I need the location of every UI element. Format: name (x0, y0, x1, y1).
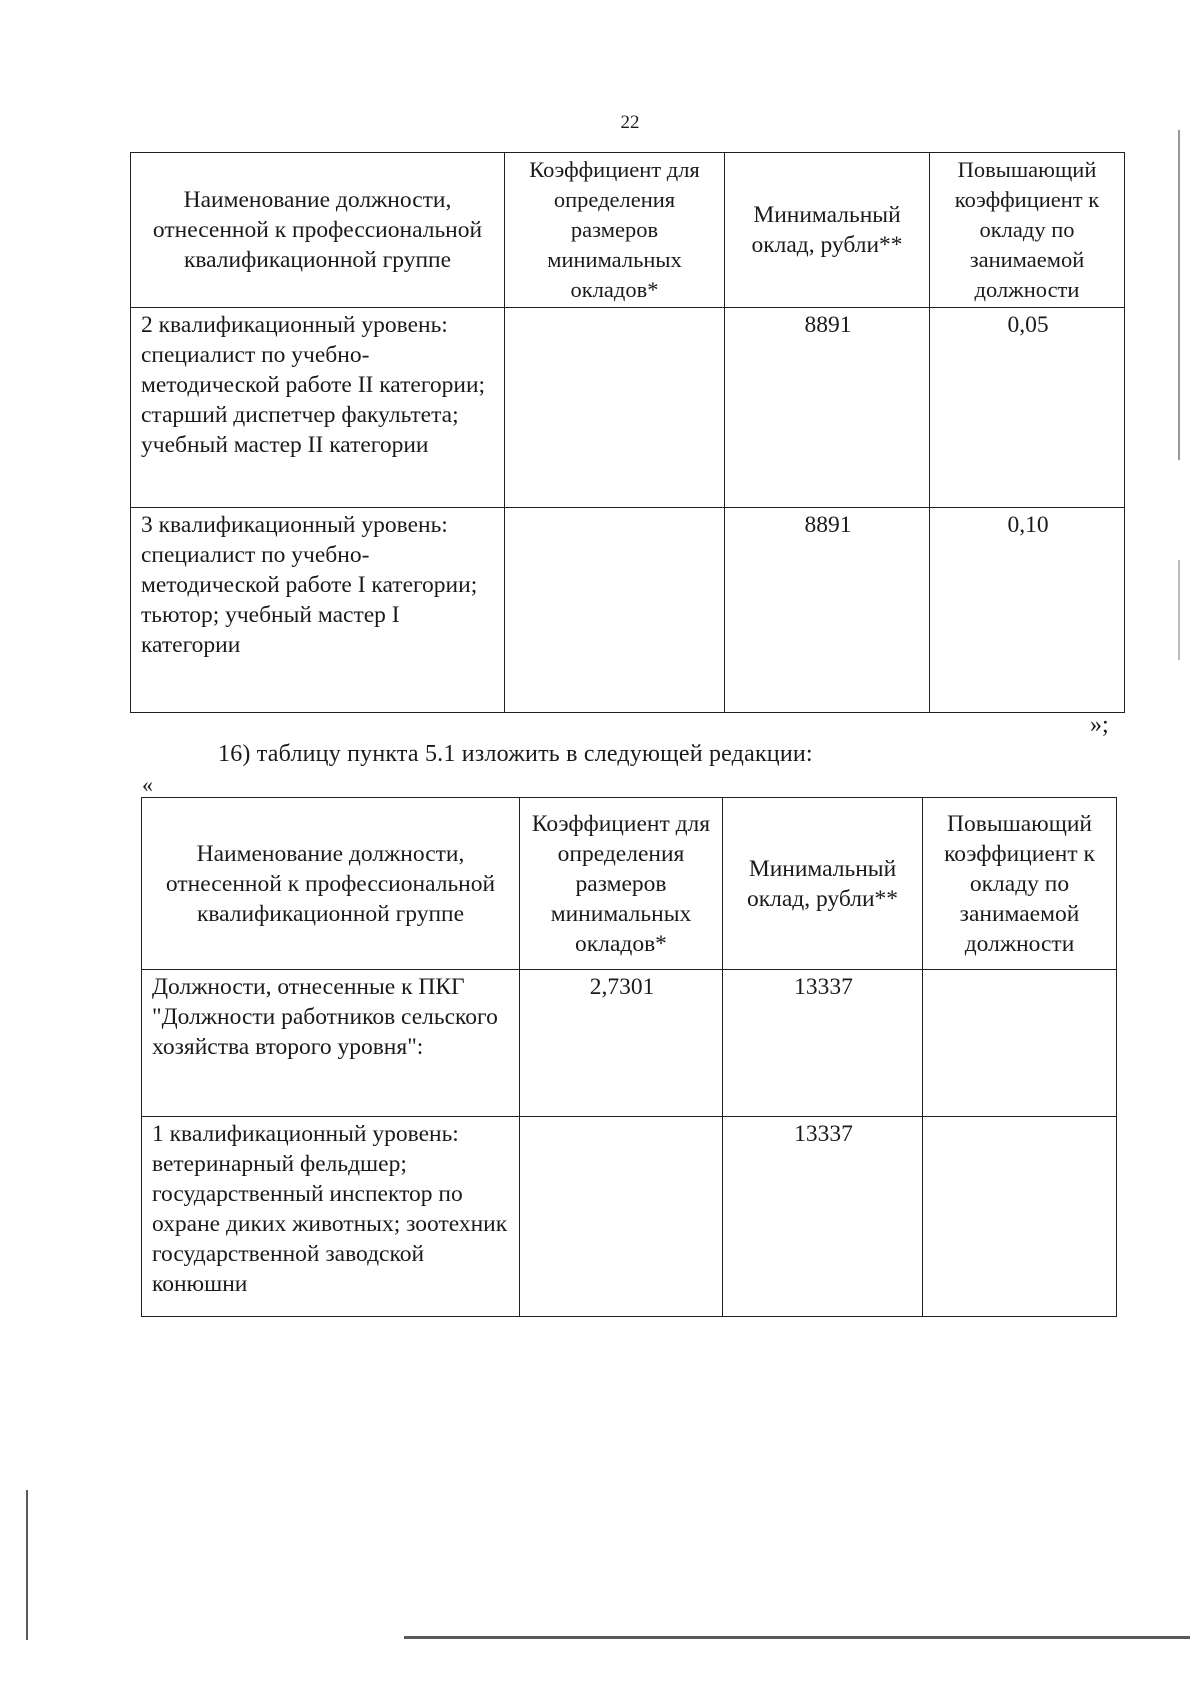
table-row (142, 970, 1117, 1117)
row-coefficient: 2,7301 (520, 970, 723, 1117)
instruction-text: 16) таблицу пункта 5.1 изложить в следующей редакции: (218, 741, 813, 767)
row-min-salary: 13337 (723, 1117, 923, 1317)
table-header-row (131, 153, 1125, 308)
header-min-salary: Минимальный оклад, рубли** (725, 153, 930, 308)
row-name: Должности, отнесенные к ПКГ "Должности работников сельского хозяйства второго уровня": (142, 970, 520, 1117)
opening-quote: « (142, 772, 153, 797)
row-name: 1 квалификационный уровень: ветеринарный фельдшер; государственный инспектор по охране диких животных; зоотехник государственной заводской конюшни (142, 1117, 520, 1317)
scan-edge-bottom (404, 1636, 1190, 1639)
table-header-row (142, 798, 1117, 970)
header-name: Наименование должности, отнесенной к профессиональной квалификационной группе (142, 798, 520, 970)
closing-quote: »; (1090, 712, 1109, 738)
scan-edge-right-lower (1178, 560, 1180, 660)
row-min-salary: 8891 (725, 508, 930, 713)
header-min-salary: Минимальный оклад, рубли** (723, 798, 923, 970)
row-raise-coefficient: 0,10 (930, 508, 1125, 713)
row-min-salary: 13337 (723, 970, 923, 1117)
row-name: 3 квалификационный уровень: специалист по учебно-методической работе I категории; тьютор; учебный мастер I категории (131, 508, 505, 713)
row-raise-coefficient (923, 970, 1117, 1117)
row-coefficient (505, 308, 725, 508)
row-min-salary: 8891 (725, 308, 930, 508)
header-name: Наименование должности, отнесенной к профессиональной квалификационной группе (131, 153, 505, 308)
row-coefficient (520, 1117, 723, 1317)
row-raise-coefficient: 0,05 (930, 308, 1125, 508)
row-name: 2 квалификационный уровень: специалист по учебно-методической работе II категории; старший диспетчер факультета; учебный мастер II категории (131, 308, 505, 508)
scan-edge-right (1178, 130, 1180, 460)
salary-table-1 (130, 152, 1125, 713)
header-coefficient: Коэффициент для определения размеров минимальных окладов* (505, 153, 725, 308)
scan-edge-left (26, 1490, 28, 1640)
header-raise-coefficient: Повышающий коэффициент к окладу по занимаемой должности (930, 153, 1125, 308)
page-number: 22 (620, 112, 640, 133)
header-coefficient: Коэффициент для определения размеров минимальных окладов* (520, 798, 723, 970)
header-raise-coefficient: Повышающий коэффициент к окладу по занимаемой должности (923, 798, 1117, 970)
row-raise-coefficient (923, 1117, 1117, 1317)
table-row (131, 508, 1125, 713)
row-coefficient (505, 508, 725, 713)
table-row (131, 308, 1125, 508)
salary-table-2 (141, 797, 1117, 1317)
table-row (142, 1117, 1117, 1317)
